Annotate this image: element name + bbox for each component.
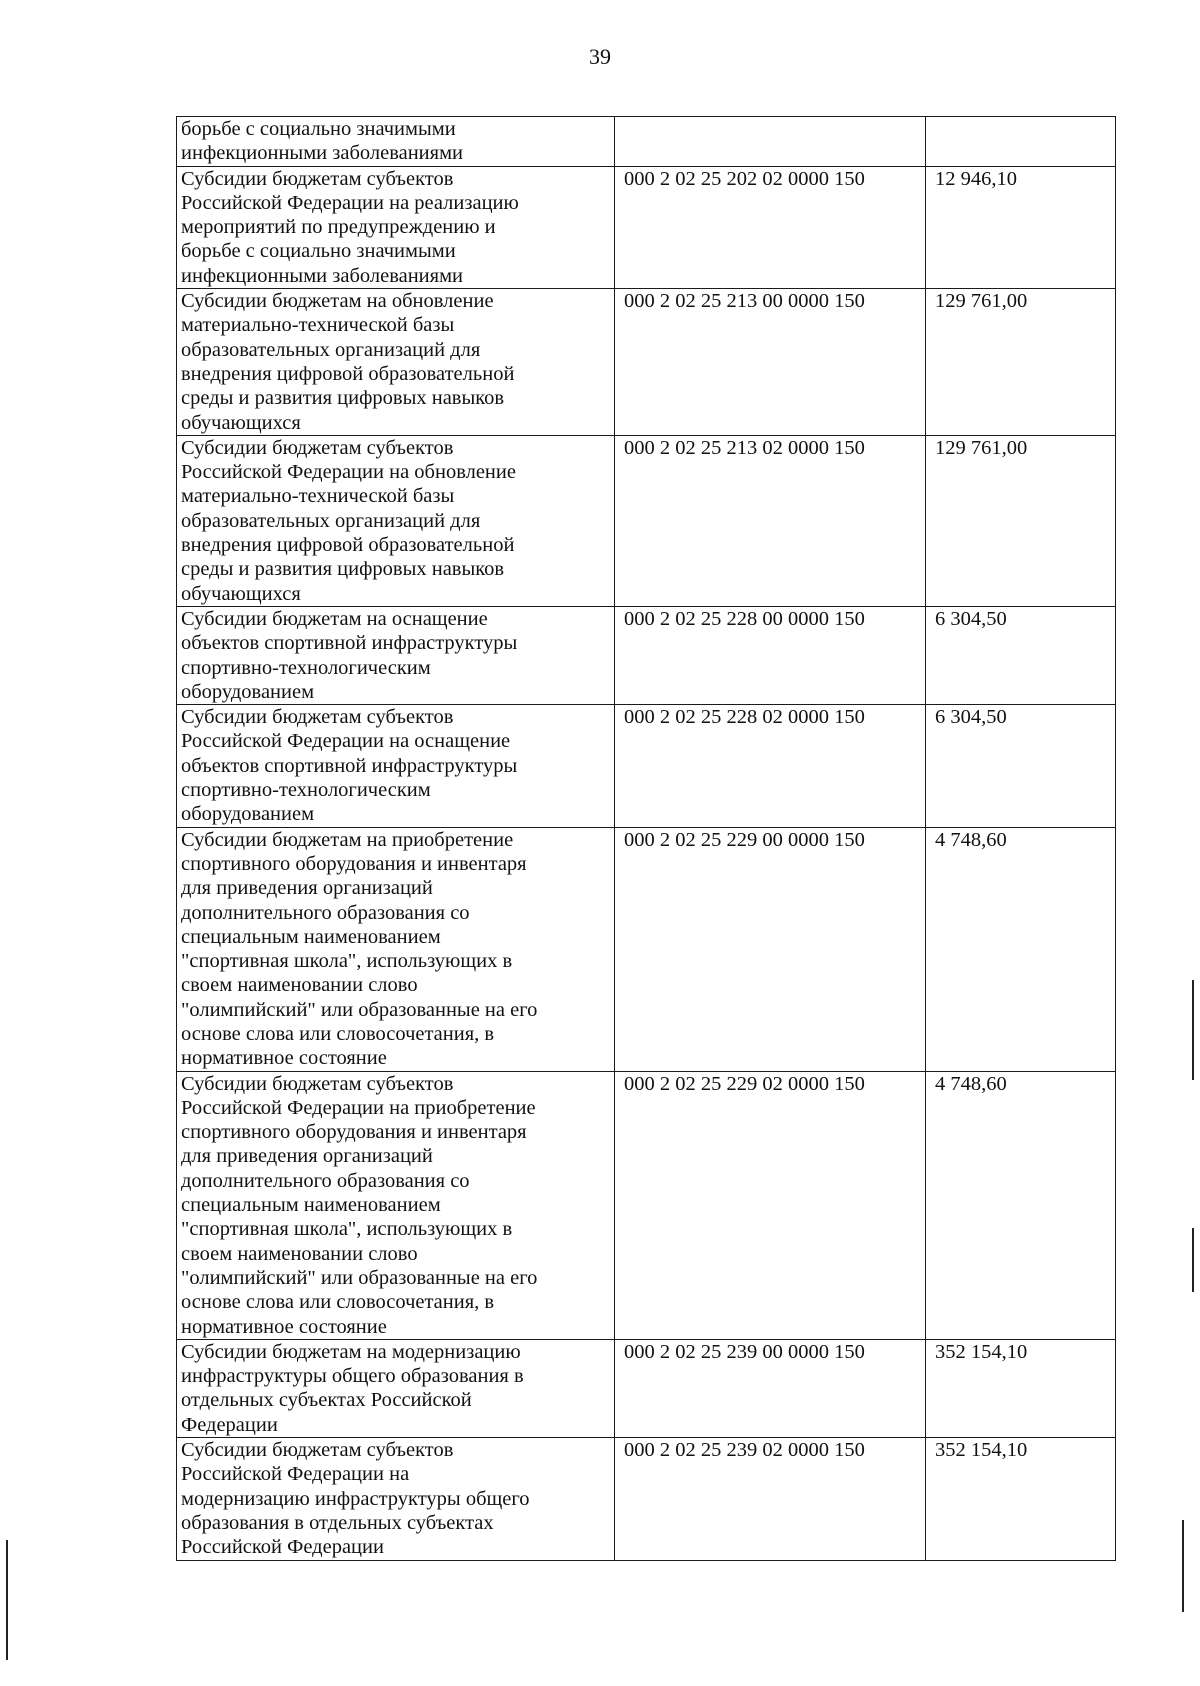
row-classification-code: 000 2 02 25 229 02 0000 150	[615, 1071, 926, 1339]
row-classification-code: 000 2 02 25 228 02 0000 150	[615, 705, 926, 827]
row-amount: 12 946,10	[926, 166, 1116, 288]
table-row	[177, 1438, 1116, 1560]
row-classification-code: 000 2 02 25 202 02 0000 150	[615, 166, 926, 288]
table-row	[177, 606, 1116, 704]
row-classification-code: 000 2 02 25 213 02 0000 150	[615, 435, 926, 606]
table-row	[177, 1339, 1116, 1437]
row-description: Субсидии бюджетам субъектов Российской Федерации на оснащение объектов спортивной инфраструктуры спортивно-технологическим оборудованием	[177, 705, 615, 827]
row-description: Субсидии бюджетам на оснащение объектов спортивной инфраструктуры спортивно-технологическим оборудованием	[177, 606, 615, 704]
row-amount: 352 154,10	[926, 1438, 1116, 1560]
row-description: борьбе с социально значимыми инфекционными заболеваниями	[177, 117, 615, 167]
row-description: Субсидии бюджетам субъектов Российской Федерации на приобретение спортивного оборудования и инвентаря для приведения организаций дополнительного образования со специальным наименованием "спортивная школа", использующих в своем наименовании слово "олимпийский" или образованные на его основе слова или словосочетания, в нормативное состояние	[177, 1071, 615, 1339]
row-description: Субсидии бюджетам на обновление материально-технической базы образовательных организаций для внедрения цифровой образовательной среды и развития цифровых навыков обучающихся	[177, 289, 615, 436]
table-row	[177, 705, 1116, 827]
row-amount	[926, 117, 1116, 167]
row-classification-code: 000 2 02 25 239 02 0000 150	[615, 1438, 926, 1560]
row-description: Субсидии бюджетам субъектов Российской Федерации на модернизацию инфраструктуры общего образования в отдельных субъектах Российской Федерации	[177, 1438, 615, 1560]
row-amount: 352 154,10	[926, 1339, 1116, 1437]
table-row	[177, 435, 1116, 606]
page-number: 39	[589, 44, 611, 69]
row-classification-code: 000 2 02 25 229 00 0000 150	[615, 827, 926, 1071]
table-row	[177, 827, 1116, 1071]
table-row	[177, 166, 1116, 288]
budget-table	[176, 116, 1116, 1561]
row-description: Субсидии бюджетам на приобретение спортивного оборудования и инвентаря для приведения организаций дополнительного образования со специальным наименованием "спортивная школа", использующих в своем наименовании слово "олимпийский" или образованные на его основе слова или словосочетания, в нормативное состояние	[177, 827, 615, 1071]
scan-artifact-line	[1192, 980, 1194, 1080]
row-amount: 129 761,00	[926, 435, 1116, 606]
scan-artifact-line	[6, 1540, 8, 1660]
row-amount: 129 761,00	[926, 289, 1116, 436]
table-row	[177, 1071, 1116, 1339]
row-classification-code: 000 2 02 25 239 00 0000 150	[615, 1339, 926, 1437]
table-row	[177, 289, 1116, 436]
row-description: Субсидии бюджетам на модернизацию инфраструктуры общего образования в отдельных субъектах Российской Федерации	[177, 1339, 615, 1437]
scan-artifact-line	[1182, 1520, 1184, 1612]
row-classification-code	[615, 117, 926, 167]
row-classification-code: 000 2 02 25 213 00 0000 150	[615, 289, 926, 436]
row-description: Субсидии бюджетам субъектов Российской Федерации на обновление материально-технической базы образовательных организаций для внедрения цифровой образовательной среды и развития цифровых навыков обучающихся	[177, 435, 615, 606]
row-classification-code: 000 2 02 25 228 00 0000 150	[615, 606, 926, 704]
table-row	[177, 117, 1116, 167]
row-amount: 6 304,50	[926, 606, 1116, 704]
row-amount: 4 748,60	[926, 827, 1116, 1071]
scan-artifact-line	[1192, 1228, 1194, 1292]
row-description: Субсидии бюджетам субъектов Российской Федерации на реализацию мероприятий по предупреждению и борьбе с социально значимыми инфекционными заболеваниями	[177, 166, 615, 288]
row-amount: 6 304,50	[926, 705, 1116, 827]
row-amount: 4 748,60	[926, 1071, 1116, 1339]
